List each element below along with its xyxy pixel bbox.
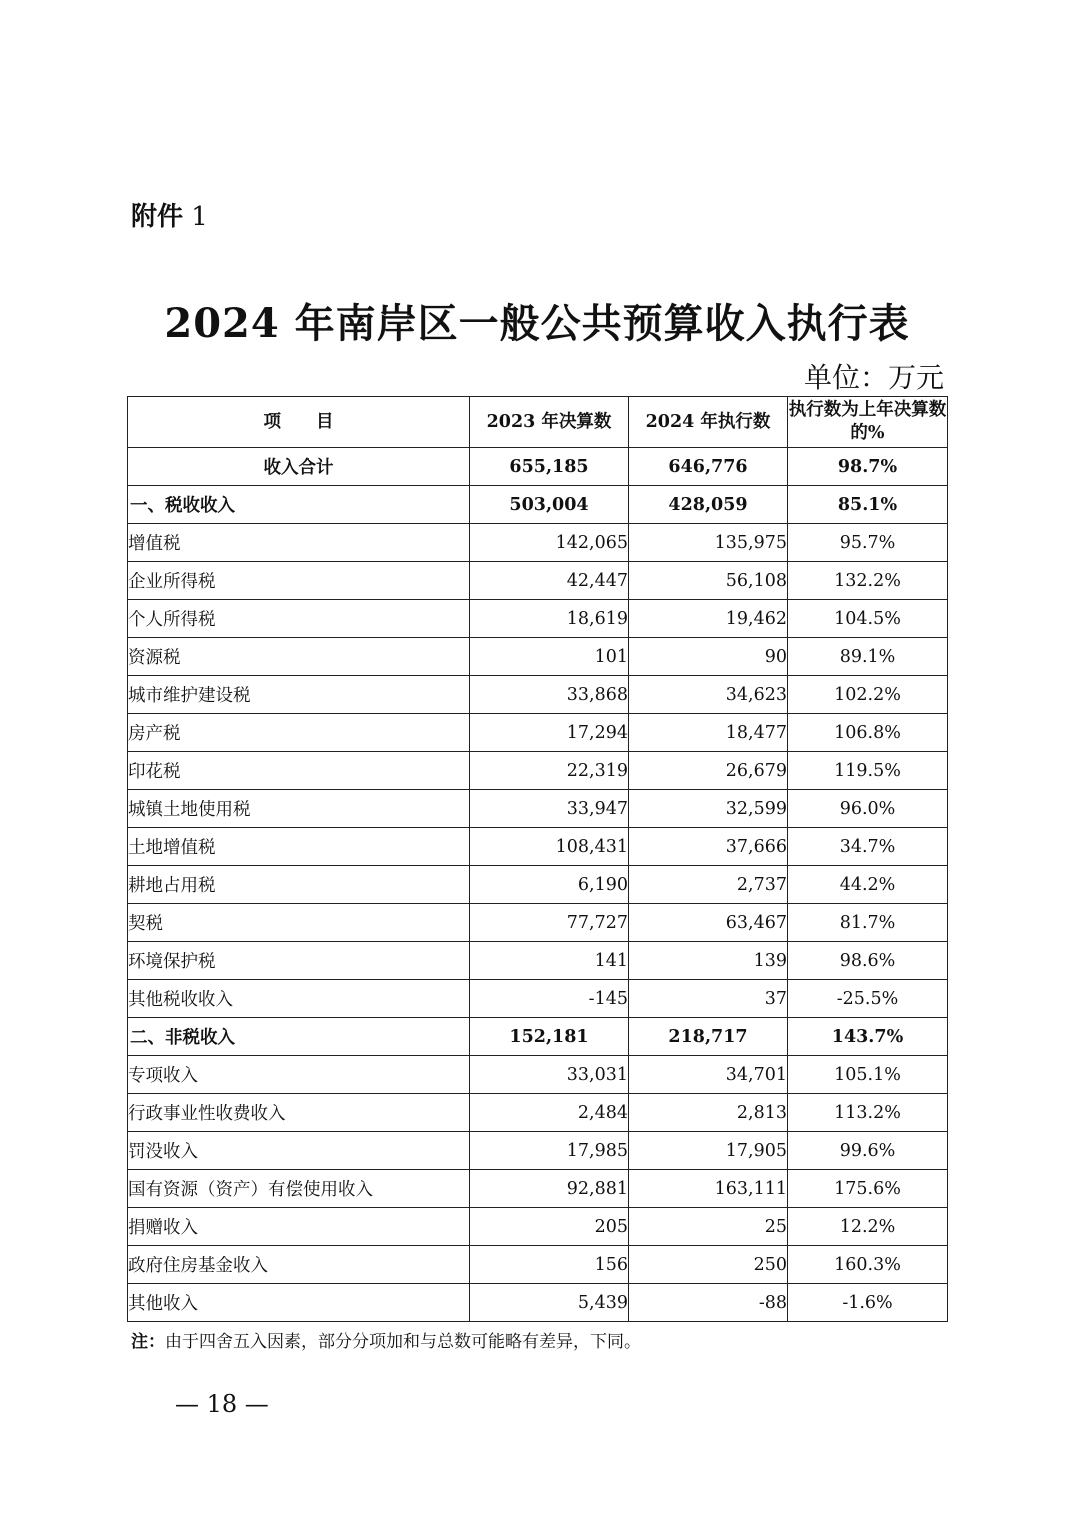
table-row (128, 714, 948, 752)
row-value-2024: 37,666 (629, 828, 788, 866)
row-value-2024: 37 (629, 980, 788, 1018)
row-value-2023: 655,185 (470, 448, 629, 486)
row-ratio: 95.7% (788, 524, 948, 562)
row-value-2023: -145 (470, 980, 629, 1018)
row-ratio: 119.5% (788, 752, 948, 790)
row-name: 房产税 (128, 714, 470, 752)
table-row (128, 1284, 948, 1322)
row-name: 土地增值税 (128, 828, 470, 866)
row-ratio: 175.6% (788, 1170, 948, 1208)
table-row (128, 1132, 948, 1170)
row-ratio: -1.6% (788, 1284, 948, 1322)
page-number: — 18 — (175, 1390, 269, 1418)
row-name: 专项收入 (128, 1056, 470, 1094)
row-ratio: 132.2% (788, 562, 948, 600)
row-name: 契税 (128, 904, 470, 942)
row-value-2024: 646,776 (629, 448, 788, 486)
row-name: 资源税 (128, 638, 470, 676)
header-2024: 2024 年执行数 (629, 397, 788, 448)
header-2023: 2023 年决算数 (470, 397, 629, 448)
row-value-2024: 18,477 (629, 714, 788, 752)
row-ratio: 81.7% (788, 904, 948, 942)
table-row (128, 752, 948, 790)
row-value-2024: 163,111 (629, 1170, 788, 1208)
row-value-2023: 205 (470, 1208, 629, 1246)
row-name: 印花税 (128, 752, 470, 790)
row-value-2024: 218,717 (629, 1018, 788, 1056)
unit-label: 单位：万元 (803, 361, 944, 394)
row-ratio: 99.6% (788, 1132, 948, 1170)
header-item: 项 目 (128, 397, 470, 448)
row-ratio: 34.7% (788, 828, 948, 866)
row-value-2024: 2,737 (629, 866, 788, 904)
row-value-2023: 6,190 (470, 866, 629, 904)
table-row (128, 828, 948, 866)
row-ratio: 143.7% (788, 1018, 948, 1056)
header-row (128, 397, 948, 448)
row-name: 国有资源（资产）有偿使用收入 (128, 1170, 470, 1208)
table-row (128, 562, 948, 600)
row-value-2024: 34,623 (629, 676, 788, 714)
row-value-2023: 33,031 (470, 1056, 629, 1094)
row-name: 增值税 (128, 524, 470, 562)
row-value-2024: 17,905 (629, 1132, 788, 1170)
row-value-2024: 2,813 (629, 1094, 788, 1132)
row-value-2023: 33,868 (470, 676, 629, 714)
row-name: 城镇土地使用税 (128, 790, 470, 828)
row-ratio: 98.7% (788, 448, 948, 486)
row-ratio: 44.2% (788, 866, 948, 904)
section-row (128, 486, 948, 524)
row-value-2024: 63,467 (629, 904, 788, 942)
table-row (128, 790, 948, 828)
table-row (128, 866, 948, 904)
row-value-2023: 503,004 (470, 486, 629, 524)
section-row (128, 1018, 948, 1056)
row-name: 收入合计 (128, 448, 470, 486)
row-name: 罚没收入 (128, 1132, 470, 1170)
row-name: 其他收入 (128, 1284, 470, 1322)
table-row (128, 904, 948, 942)
page-title: 2024 年南岸区一般公共预算收入执行表 (164, 300, 910, 347)
table-row (128, 676, 948, 714)
row-name: 企业所得税 (128, 562, 470, 600)
row-name: 城市维护建设税 (128, 676, 470, 714)
header-ratio: 执行数为上年决算数的% (788, 397, 948, 448)
row-value-2023: 42,447 (470, 562, 629, 600)
row-ratio: 105.1% (788, 1056, 948, 1094)
row-value-2023: 33,947 (470, 790, 629, 828)
table-row (128, 1208, 948, 1246)
row-value-2023: 92,881 (470, 1170, 629, 1208)
row-value-2024: 250 (629, 1246, 788, 1284)
row-value-2023: 101 (470, 638, 629, 676)
row-name: 耕地占用税 (128, 866, 470, 904)
row-value-2024: 34,701 (629, 1056, 788, 1094)
row-ratio: 160.3% (788, 1246, 948, 1284)
row-value-2024: 26,679 (629, 752, 788, 790)
row-value-2024: 428,059 (629, 486, 788, 524)
row-value-2023: 22,319 (470, 752, 629, 790)
total-row (128, 448, 948, 486)
row-value-2024: 32,599 (629, 790, 788, 828)
table-row (128, 524, 948, 562)
row-ratio: 96.0% (788, 790, 948, 828)
row-name: 二、非税收入 (128, 1018, 470, 1056)
row-value-2023: 141 (470, 942, 629, 980)
row-value-2023: 142,065 (470, 524, 629, 562)
row-name: 个人所得税 (128, 600, 470, 638)
row-value-2023: 2,484 (470, 1094, 629, 1132)
table-body (128, 448, 948, 1322)
row-ratio: 102.2% (788, 676, 948, 714)
row-value-2023: 17,985 (470, 1132, 629, 1170)
row-value-2024: 135,975 (629, 524, 788, 562)
row-value-2024: 56,108 (629, 562, 788, 600)
row-value-2023: 77,727 (470, 904, 629, 942)
table-row (128, 600, 948, 638)
row-value-2024: -88 (629, 1284, 788, 1322)
row-ratio: 106.8% (788, 714, 948, 752)
row-name: 其他税收收入 (128, 980, 470, 1018)
row-ratio: -25.5% (788, 980, 948, 1018)
row-value-2024: 25 (629, 1208, 788, 1246)
row-name: 一、税收收入 (128, 486, 470, 524)
row-ratio: 98.6% (788, 942, 948, 980)
row-value-2024: 139 (629, 942, 788, 980)
row-name: 行政事业性收费收入 (128, 1094, 470, 1132)
row-name: 捐赠收入 (128, 1208, 470, 1246)
table-row (128, 1170, 948, 1208)
attachment-label: 附件 1 (131, 202, 208, 232)
row-value-2024: 90 (629, 638, 788, 676)
budget-table (127, 396, 948, 1322)
row-value-2023: 17,294 (470, 714, 629, 752)
row-value-2023: 152,181 (470, 1018, 629, 1056)
row-ratio: 12.2% (788, 1208, 948, 1246)
table-row (128, 980, 948, 1018)
footnote: 注：由于四舍五入因素，部分分项加和与总数可能略有差异，下同。 (131, 1332, 641, 1352)
row-value-2023: 18,619 (470, 600, 629, 638)
row-ratio: 89.1% (788, 638, 948, 676)
table-row (128, 1094, 948, 1132)
row-ratio: 104.5% (788, 600, 948, 638)
table-row (128, 1246, 948, 1284)
row-value-2023: 5,439 (470, 1284, 629, 1322)
row-name: 环境保护税 (128, 942, 470, 980)
row-ratio: 85.1% (788, 486, 948, 524)
row-name: 政府住房基金收入 (128, 1246, 470, 1284)
table-row (128, 942, 948, 980)
row-value-2023: 108,431 (470, 828, 629, 866)
row-value-2024: 19,462 (629, 600, 788, 638)
table-row (128, 638, 948, 676)
table-row (128, 1056, 948, 1094)
row-ratio: 113.2% (788, 1094, 948, 1132)
row-value-2023: 156 (470, 1246, 629, 1284)
